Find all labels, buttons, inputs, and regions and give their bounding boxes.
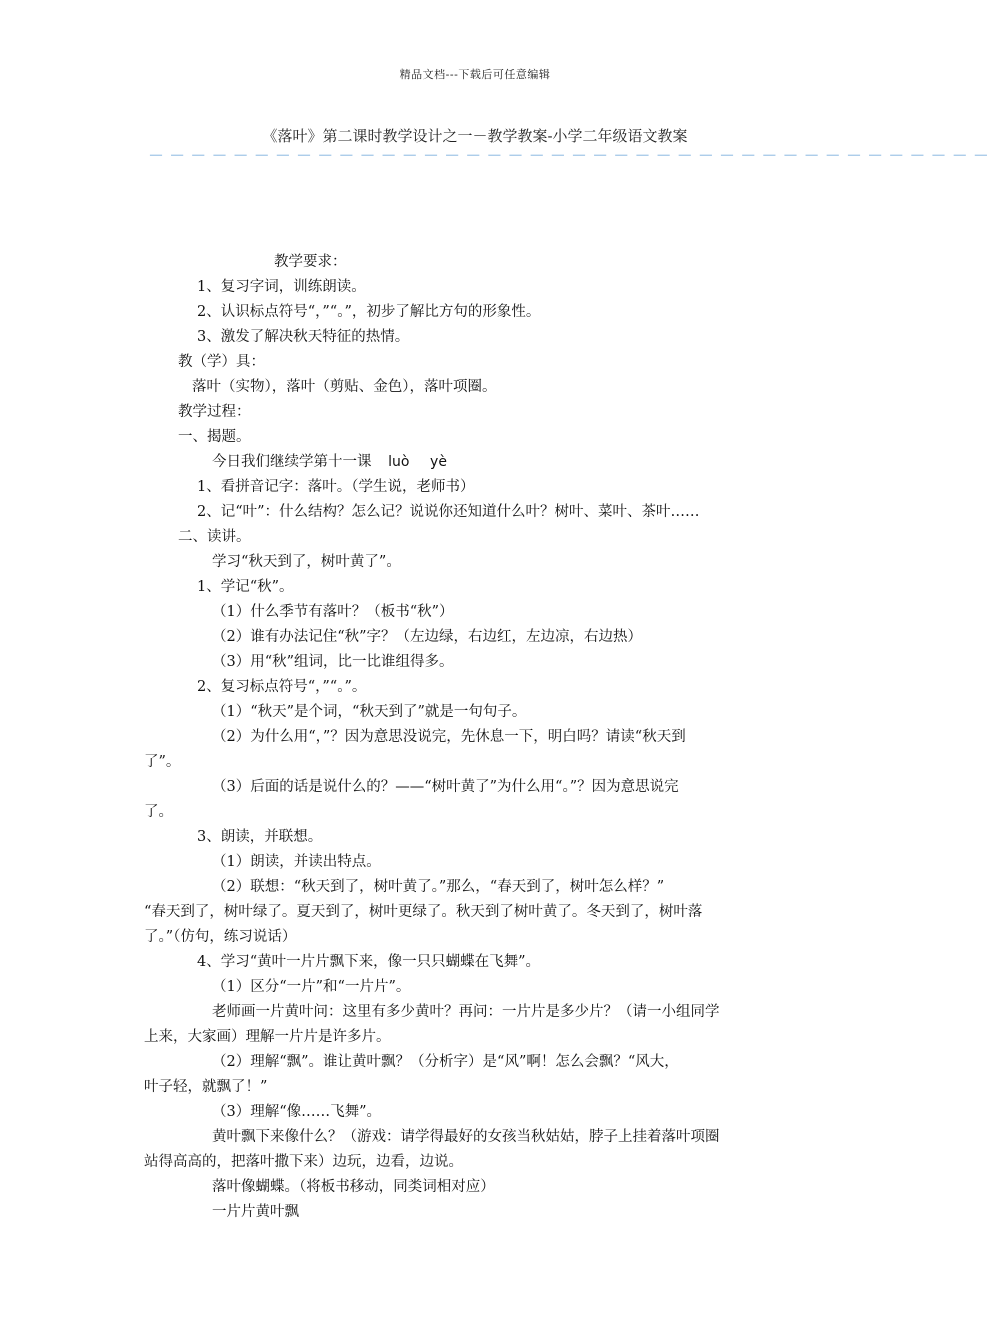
text-line: 学习“秋天到了，树叶黄了”。 xyxy=(212,554,401,570)
pinyin-ye: yè xyxy=(430,454,447,470)
text-line: （3）理解“像……飞舞”。 xyxy=(212,1104,382,1120)
text-line: 1、复习字词，训练朗读。 xyxy=(197,279,366,295)
text-line: （1）区分“一片”和“一片片”。 xyxy=(212,979,411,995)
text-line: 了”。 xyxy=(144,754,181,770)
pinyin-luo: luò xyxy=(388,454,410,470)
header-note: 精品文档---下载后可任意编辑 xyxy=(399,68,551,81)
text-line: 二、读讲。 xyxy=(178,529,251,545)
text-line: 落叶（实物），落叶（剪贴、金色），落叶项圈。 xyxy=(192,379,497,395)
text-line: 1、学记“秋”。 xyxy=(197,579,294,595)
text-line: 教学要求： xyxy=(274,254,347,270)
text-line: （1）什么季节有落叶？（板书“秋”） xyxy=(212,604,454,620)
text-line: 2、记“叶”：什么结构？怎么记？说说你还知道什么叶？树叶、菜叶、茶叶…… xyxy=(197,504,700,520)
text-line: 了。”（仿句，练习说话） xyxy=(144,929,297,945)
text-line: 1、看拼音记字：落叶。（学生说，老师书） xyxy=(197,479,475,495)
text-line: 黄叶飘下来像什么？（游戏：请学得最好的女孩当秋姑姑，脖子上挂着落叶项圈 xyxy=(212,1129,720,1145)
text-line: “春天到了，树叶绿了。夏天到了，树叶更绿了。秋天到了树叶黄了。冬天到了，树叶落 xyxy=(144,904,703,920)
text-line: （1）“秋天”是个词，“秋天到了”就是一句句子。 xyxy=(212,704,527,720)
text-line: 老师画一片黄叶问：这里有多少黄叶？再问：一片片是多少片？（请一小组同学 xyxy=(212,1004,720,1020)
dashed-divider: －－－－－－－－－－－－－－－－－－－－－－－－－－－－－－－－－－－－－－－－ xyxy=(148,146,994,165)
text-line: 一片片黄叶飘 xyxy=(212,1204,299,1220)
text-line: 站得高高的，把落叶撒下来）边玩，边看，边说。 xyxy=(144,1154,463,1170)
text-line xyxy=(212,452,447,472)
text-line: 2、复习标点符号“，”“。”。 xyxy=(197,679,367,695)
text-line: 一、揭题。 xyxy=(178,429,251,445)
text-line: 落叶像蝴蝶。（将板书移动，同类词相对应） xyxy=(212,1179,495,1195)
text-line: 4、学习“黄叶一片片飘下来，像一只只蝴蝶在飞舞”。 xyxy=(197,954,541,970)
text-line: 教学过程： xyxy=(178,404,251,420)
text-line: 上来，大家画）理解一片片是许多片。 xyxy=(144,1029,391,1045)
text-line: 3、激发了解决秋天特征的热情。 xyxy=(197,329,410,345)
text-line: 3、朗读，并联想。 xyxy=(197,829,323,845)
text-line: （1）朗读，并读出特点。 xyxy=(212,854,381,870)
text-line: 教（学）具： xyxy=(178,354,265,370)
text-line: 2、认识标点符号“，”“。”，初步了解比方句的形象性。 xyxy=(197,304,541,320)
text-line: （2）为什么用“，”？因为意思没说完，先休息一下，明白吗？请读“秋天到 xyxy=(212,729,686,745)
text-line: （2）联想：“秋天到了，树叶黄了。”那么，“春天到了，树叶怎么样？” xyxy=(212,879,665,895)
text-line: （2）谁有办法记住“秋”字？（左边绿，右边红，左边凉，右边热） xyxy=(212,629,643,645)
document-title: 《落叶》第二课时教学设计之一－教学教案-小学二年级语文教案 xyxy=(262,127,688,145)
text-line: （2）理解“飘”。谁让黄叶飘？（分析字）是“风”啊！怎么会飘？“风大， xyxy=(212,1054,679,1070)
text-line: 了。 xyxy=(144,804,173,820)
text-line: 叶子轻，就飘了！” xyxy=(144,1079,268,1095)
text-line: （3）后面的话是说什么的？——“树叶黄了”为什么用“。”？因为意思说完 xyxy=(212,779,679,795)
text-line: （3）用“秋”组词，比一比谁组得多。 xyxy=(212,654,454,670)
text-segment: 今日我们继续学第十一课 xyxy=(212,454,372,470)
